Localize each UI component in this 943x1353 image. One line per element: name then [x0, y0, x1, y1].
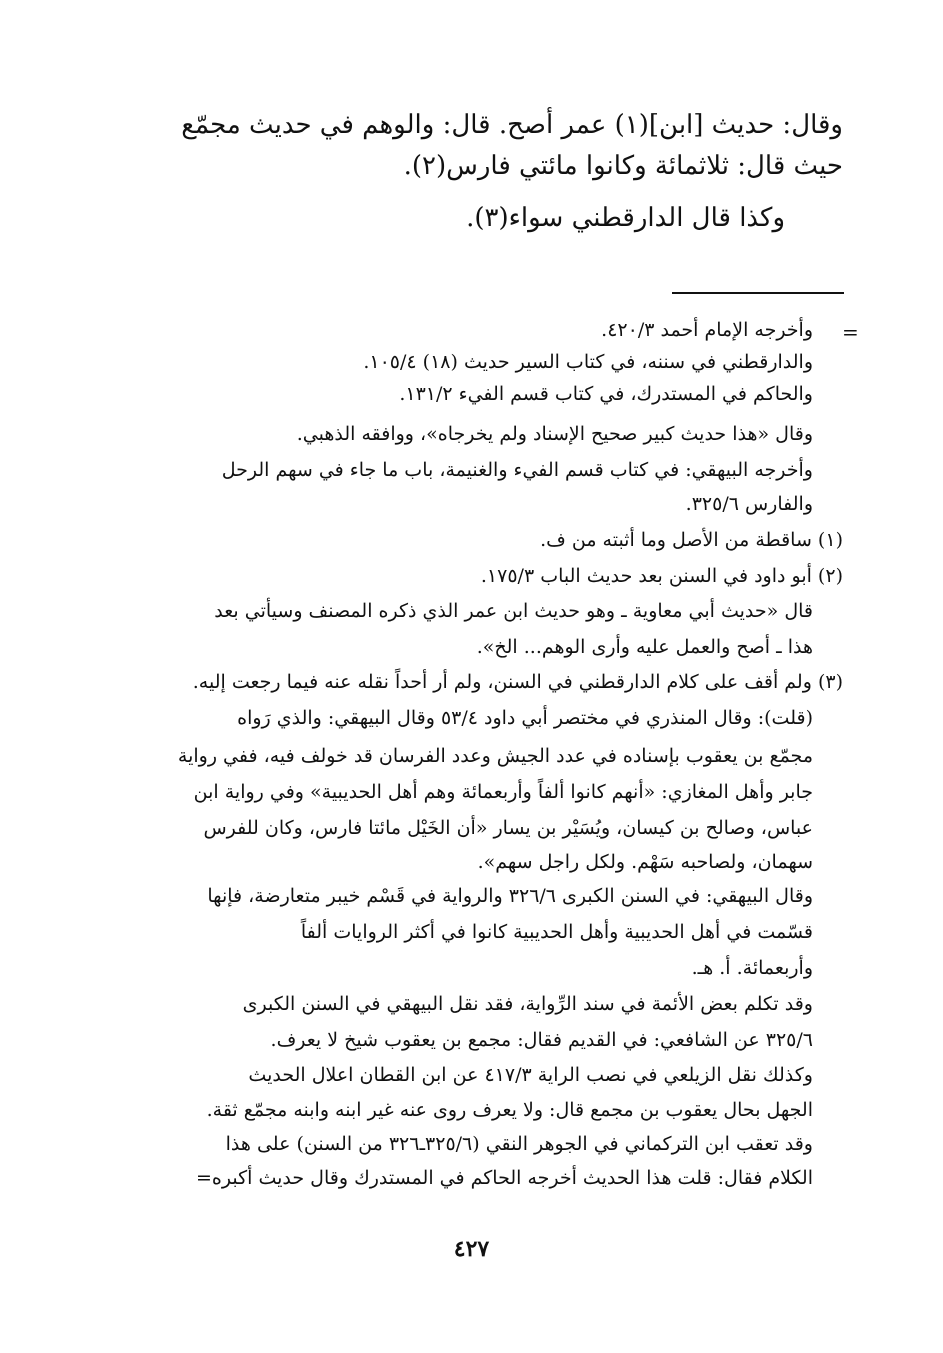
footnote-line: والدارقطني في سننه، في كتاب السير حديث (١٨) ١٠٥/٤. [363, 351, 813, 373]
footnote-line: وقد تعقب ابن التركماني في الجوهر النقي (٣٢٥/٦ـ٣٢٦ من السنن) على هذا [225, 1133, 813, 1155]
main-text-line-3: وكذا قال الدارقطني سواء(٣). [466, 203, 785, 233]
main-text-line-2: حيث قال: ثلاثمائة وكانوا مائتي فارس(٢). [403, 151, 843, 181]
footnote-line: وقال البيهقي: في السنن الكبرى ٣٢٦/٦ والرواية في قَسْم خيبر متعارضة، فإنها [207, 885, 813, 907]
footnote-line: (٣) ولم أقف على كلام الدارقطني في السنن، ولم أر أحداً نقله عنه فيما رجعت إليه. [192, 671, 843, 693]
footnote-line: سهمان، ولصاحبه سَهْم. ولكل راجل سهم». [477, 851, 813, 873]
footnote-line: الجهل بحال يعقوب بن مجمع قال: ولا يعرف روى عنه غير ابنه وابنه مجمّع ثقة. [206, 1099, 813, 1121]
footnote-line: ٣٢٥/٦ عن الشافعي: في القديم فقال: مجمع بن يعقوب شيخ لا يعرف. [270, 1029, 813, 1051]
footnote-line: (٢) أبو داود في السنن بعد حديث الباب ١٧٥/٣. [480, 565, 843, 587]
footnote-line: الكلام فقال: قلت هذا الحديث أخرجه الحاكم في المستدرك وقال حديث أكبره= [196, 1167, 813, 1189]
footnote-line: وأخرجه البيهقي: في كتاب قسم الفيء والغنيمة، باب ما جاء في سهم الرحل [221, 459, 813, 481]
main-text-line-1: وقال: حديث [ابن](١) عمر أصح. قال: والوهم في حديث مجمّع [181, 110, 843, 140]
footnote-line: (قلت): وقال المنذري في مختصر أبي داود ٥٣/٤ وقال البيهقي: والذي رَواه [237, 707, 813, 729]
footnote-line: وأخرجه الإمام أحمد ٤٢٠/٣. [601, 319, 813, 341]
footnote-line: قال «حديث أبي معاوية ـ وهو حديث ابن عمر الذي ذكره المصنف وسيأتي بعد [214, 600, 813, 622]
footnote-line: وقال «هذا حديث كبير صحيح الإسناد ولم يخرجاه»، ووافقه الذهبي. [296, 423, 813, 445]
footnote-line: جابر وأهل المغازي: «أنهم كانوا ألفاً وأربعمائة وهم أهل الحديبية» وفي رواية ابن [193, 781, 813, 803]
footnote-line: وأربعمائة. أ. هـ. [691, 957, 813, 979]
footnote-line: (١) ساقطة من الأصل وما أثبته من ف. [540, 529, 843, 551]
continuation-mark: = [842, 320, 859, 344]
page-number: ٤٢٧ [453, 1236, 490, 1262]
footnote-line: وقد تكلم بعض الأئمة في سند الرِّواية، فقد نقل البيهقي في السنن الكبرى [242, 993, 813, 1015]
footnote-line: وكذلك نقل الزيلعي في نصب الراية ٤١٧/٣ عن ابن القطان اعلال الحديث [248, 1064, 813, 1086]
footnote-line: والفارس ٣٢٥/٦. [685, 493, 813, 515]
footnote-line: مجمّع بن يعقوب بإسناده في عدد الجيش وعدد الفرسان قد خولف فيه، ففي رواية [177, 745, 813, 767]
footnote-line: قسّمت في أهل الحديبية وأهل الحديبية كانوا في أكثر الروايات ألفاً [300, 921, 813, 943]
footnote-divider [672, 292, 844, 294]
footnote-line: والحاكم في المستدرك، في كتاب قسم الفيء ١٣١/٢. [399, 383, 813, 405]
footnote-line: هذا ـ أصح والعمل عليه وأرى الوهم... الخ». [476, 636, 813, 658]
footnote-line: عباس، وصالح بن كيسان، ويُسَيْر بن يسار «أن الخَيْل مائتا فارس، وكان للفرس [203, 817, 813, 839]
